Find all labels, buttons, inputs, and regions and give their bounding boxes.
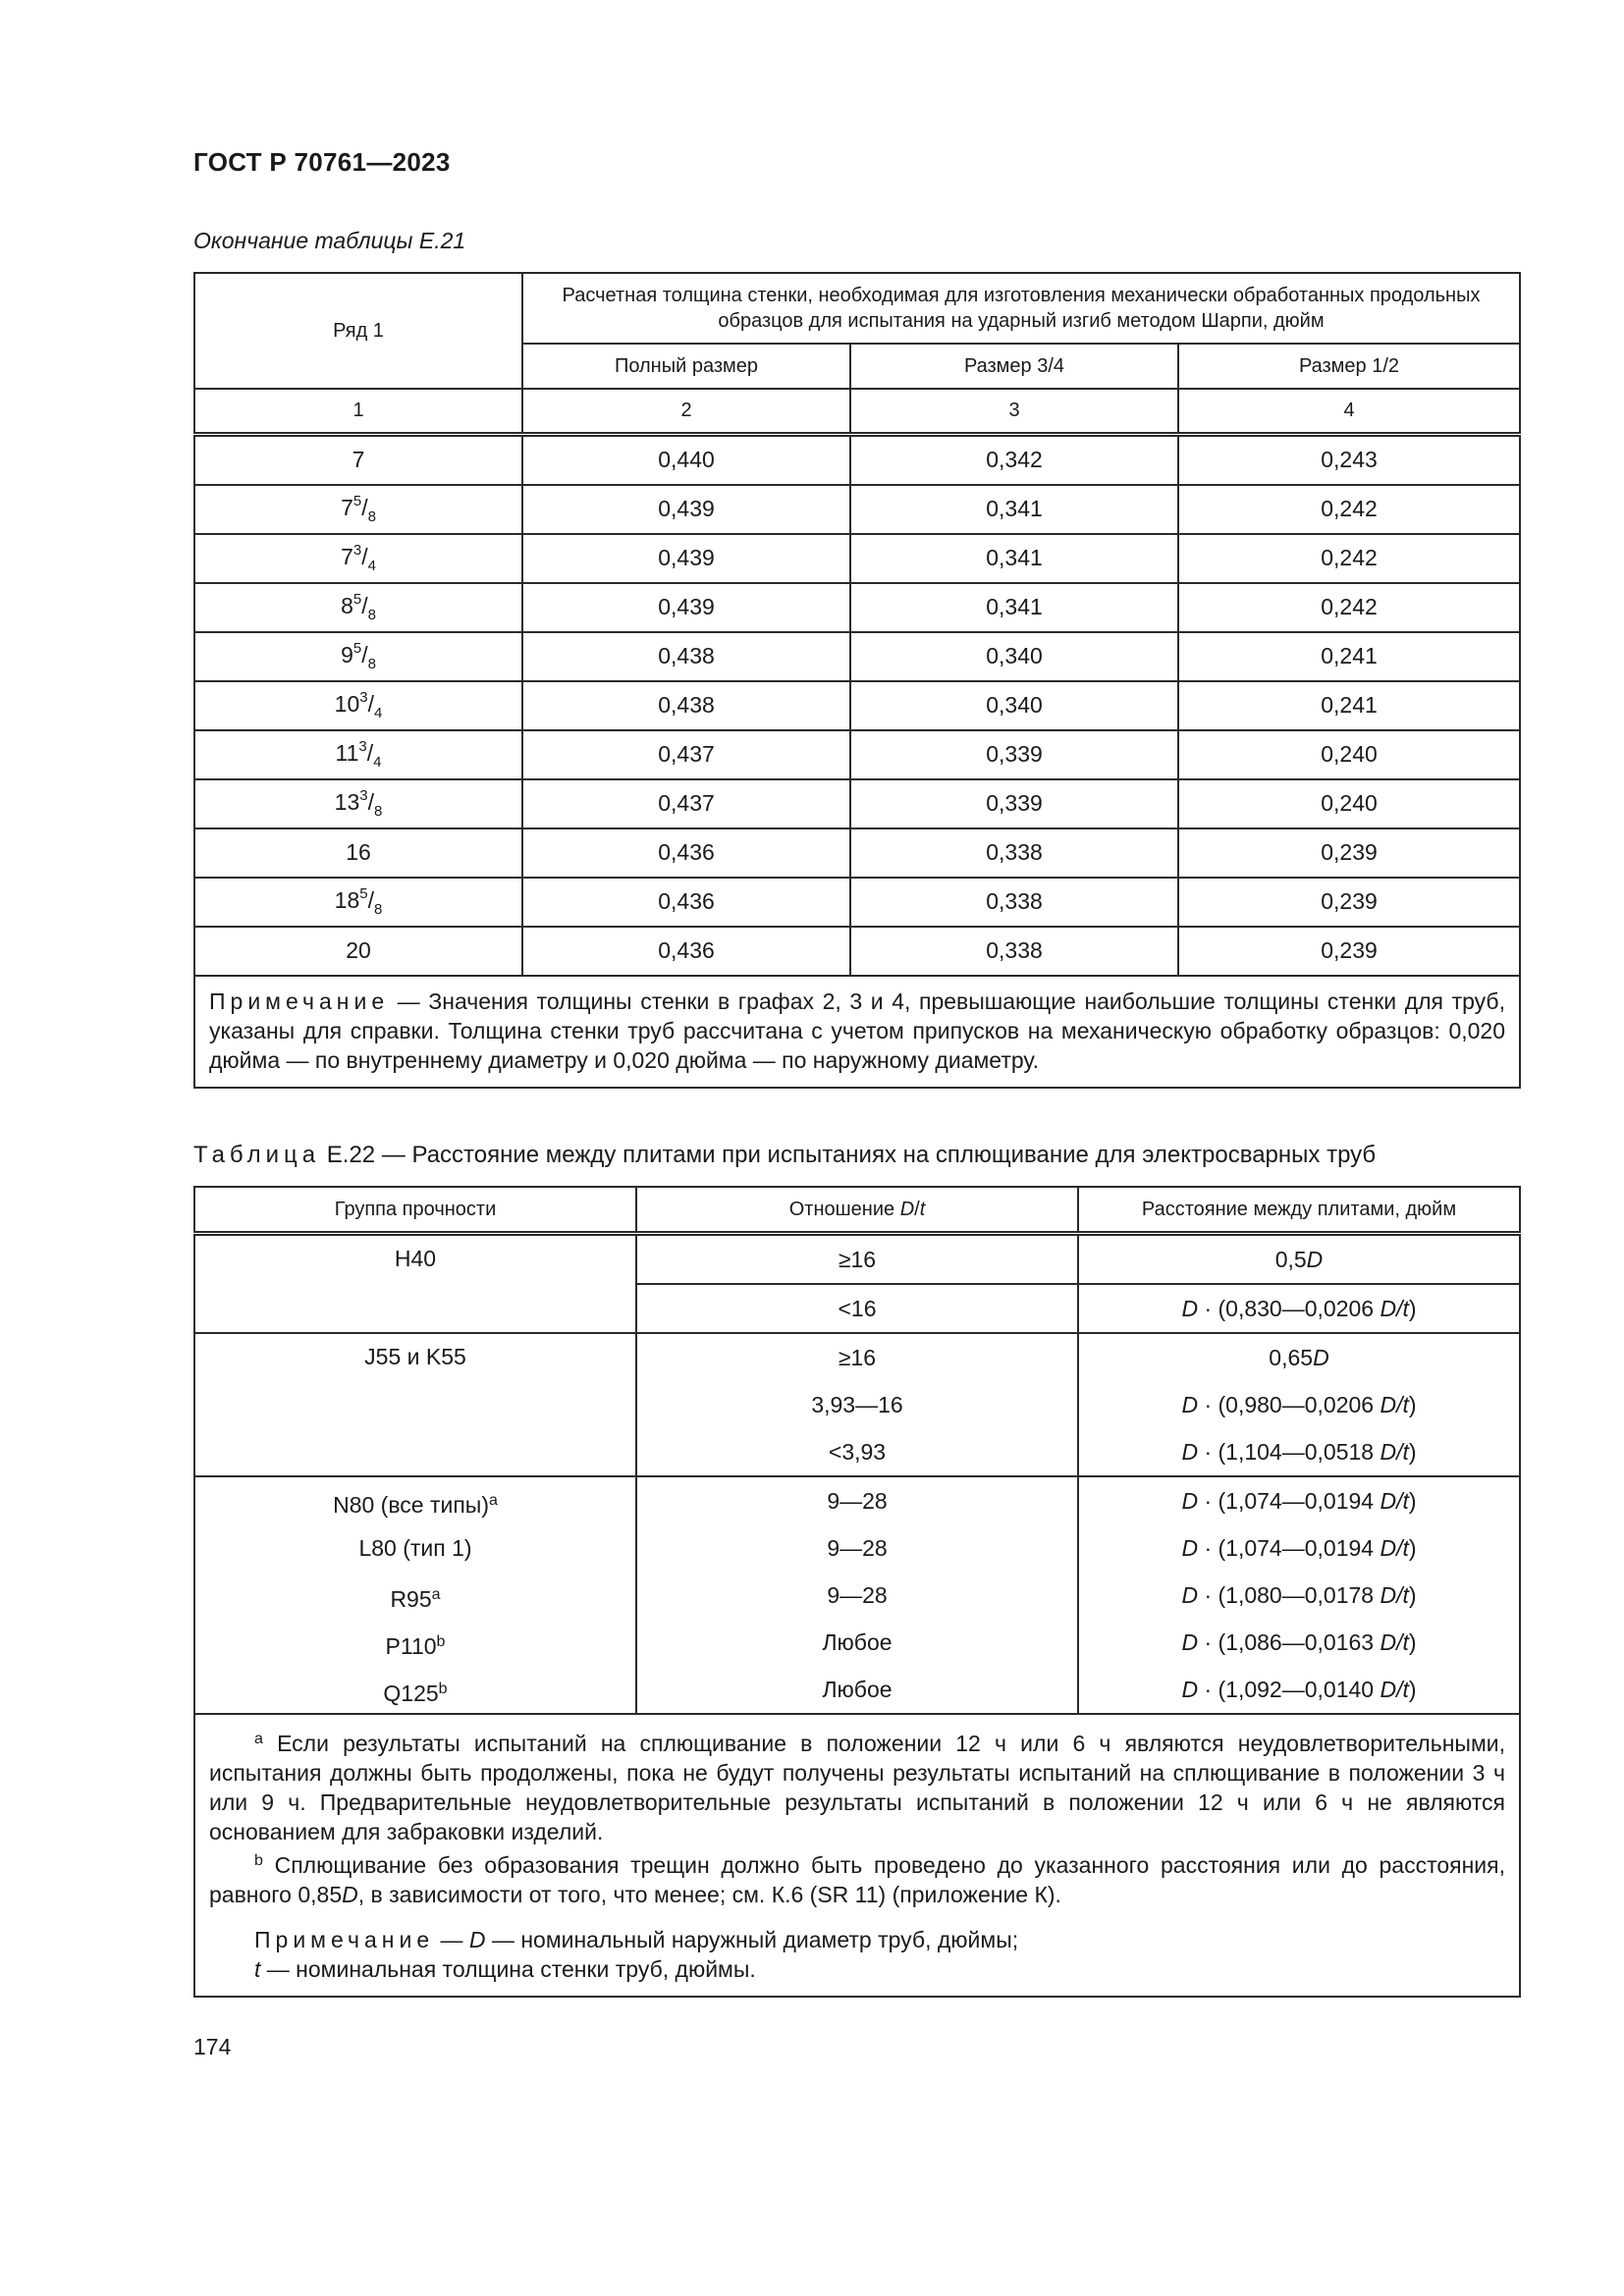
row-size: $13^3/_8$: [334, 787, 383, 820]
note-label: Примечание: [209, 988, 390, 1014]
ratio-cell: ≥16: [636, 1333, 1078, 1381]
row-size-cell: [194, 730, 522, 779]
table-row: [194, 779, 1520, 828]
value-cell: 0,241: [1178, 681, 1520, 730]
value-cell: 0,241: [1178, 632, 1520, 681]
row-size-cell: [194, 534, 522, 583]
value-cell: 0,437: [522, 779, 850, 828]
distance-cell: D · (0,980—0,0206 D/t): [1078, 1381, 1520, 1428]
row-size-cell: [194, 681, 522, 730]
row-size-cell: [194, 485, 522, 534]
note-t: t: [254, 1956, 261, 1982]
strength-group: R95$^a$: [390, 1586, 441, 1612]
column-header-strength-group: Группа прочности: [194, 1187, 636, 1234]
value-cell: 0,341: [850, 485, 1178, 534]
strength-group: P110$^b$: [385, 1633, 446, 1659]
table-e21: [193, 272, 1521, 1089]
strength-group: L80 (тип 1): [358, 1535, 472, 1561]
strength-group-cell: [194, 1476, 636, 1714]
row-size-cell: [194, 927, 522, 976]
footnote-mark: b: [254, 1852, 263, 1869]
row-size-cell: [194, 828, 522, 878]
value-cell: 0,340: [850, 681, 1178, 730]
table-row: [194, 434, 1520, 485]
column-header-ratio: [636, 1187, 1078, 1234]
value-cell: 0,436: [522, 927, 850, 976]
distance-cell: D · (1,086—0,0163 D/t): [1078, 1619, 1520, 1666]
column-number: 1: [194, 389, 522, 434]
value-cell: 0,342: [850, 434, 1178, 485]
strength-group: N80 (все типы)$^a$: [333, 1492, 498, 1518]
value-cell: 0,338: [850, 878, 1178, 927]
distance-cell: D · (1,104—0,0518 D/t): [1078, 1428, 1520, 1476]
row-size: $18^5/_8$: [334, 885, 383, 918]
row-size-cell: [194, 878, 522, 927]
column-header-plate-distance: Расстояние между плитами, дюйм: [1078, 1187, 1520, 1234]
column-number: 4: [1178, 389, 1520, 434]
value-cell: 0,439: [522, 534, 850, 583]
strength-group: Q125$^b$: [383, 1681, 448, 1706]
table-row: [194, 583, 1520, 632]
column-header-wall-thickness: Расчетная толщина стенки, необходимая для изготовления механически обработанных продольных образцов для испытания на ударный изгиб методом Шарпи, дюйм: [522, 273, 1520, 344]
ratio-cell: 9—28: [636, 1476, 1078, 1524]
value-cell: 0,439: [522, 583, 850, 632]
note-text: — Значения толщины стенки в графах 2, 3 и 4, превышающие наибольшие толщины стенки для труб, указаны для справки. Толщина стенки труб рассчитана с учетом припусков на механическую обработку образцов: 0,020 дюйма — по внутреннему диаметру и 0,020 дюйма — по наружному диаметру.: [209, 988, 1505, 1073]
value-cell: 0,242: [1178, 534, 1520, 583]
strength-group-cell: [194, 1333, 636, 1476]
ratio-cell: ≥16: [636, 1234, 1078, 1285]
strength-group: H40: [394, 1246, 437, 1271]
row-size: 20: [346, 937, 371, 963]
value-cell: 0,437: [522, 730, 850, 779]
table-e21-caption: Окончание таблицы Е.21: [193, 228, 466, 253]
row-size: 7: [352, 447, 365, 472]
strength-group-cell: [194, 1234, 636, 1334]
strength-group: J55 и K55: [364, 1344, 466, 1369]
table-row: [194, 534, 1520, 583]
distance-cell: 0,5D: [1078, 1234, 1520, 1285]
table-row: [194, 1234, 1520, 1285]
footnote-a: [209, 1725, 1505, 1846]
column-number: 2: [522, 389, 850, 434]
value-cell: 0,341: [850, 534, 1178, 583]
ratio-cell: <3,93: [636, 1428, 1078, 1476]
value-cell: 0,341: [850, 583, 1178, 632]
table-row: [194, 1333, 1520, 1381]
value-cell: 0,436: [522, 878, 850, 927]
value-cell: 0,240: [1178, 730, 1520, 779]
table-title: Е.22 — Расстояние между плитами при испытаниях на сплющивание для электросварных труб: [320, 1142, 1377, 1168]
table-row: [194, 681, 1520, 730]
footnote-text: , в зависимости от того, что менее; см. К.6 (SR 11) (приложение К).: [357, 1882, 1061, 1907]
ratio-cell: <16: [636, 1284, 1078, 1333]
ratio-cell: Любое: [636, 1619, 1078, 1666]
column-header-full-size: Полный размер: [522, 344, 850, 389]
value-cell: 0,339: [850, 730, 1178, 779]
row-size: $7^3/_4$: [341, 542, 376, 574]
footnote-text: Сплющивание без образования трещин должно быть проведено до указанного расстояния или до расстояния, равного 0,85: [209, 1852, 1505, 1907]
column-header-size-3-4: Размер 3/4: [850, 344, 1178, 389]
row-size-cell: [194, 632, 522, 681]
table-row: [194, 878, 1520, 927]
table-e22-footnotes: [194, 1714, 1520, 1997]
value-cell: 0,242: [1178, 583, 1520, 632]
distance-cell: 0,65D: [1078, 1333, 1520, 1381]
table-row: [194, 828, 1520, 878]
value-cell: 0,340: [850, 632, 1178, 681]
value-cell: 0,239: [1178, 927, 1520, 976]
distance-cell: D · (1,074—0,0194 D/t): [1078, 1524, 1520, 1572]
value-cell: 0,240: [1178, 779, 1520, 828]
distance-cell: D · (1,080—0,0178 D/t): [1078, 1572, 1520, 1619]
column-number: 3: [850, 389, 1178, 434]
distance-cell: D · (1,092—0,0140 D/t): [1078, 1666, 1520, 1714]
table-label: Таблица: [193, 1142, 321, 1168]
column-header-size-1-2: Размер 1/2: [1178, 344, 1520, 389]
value-cell: 0,242: [1178, 485, 1520, 534]
value-cell: 0,239: [1178, 878, 1520, 927]
table-row: [194, 730, 1520, 779]
value-cell: 0,239: [1178, 828, 1520, 878]
footnote-b: [209, 1846, 1505, 1909]
value-cell: 0,438: [522, 632, 850, 681]
value-cell: 0,339: [850, 779, 1178, 828]
value-cell: 0,243: [1178, 434, 1520, 485]
value-cell: 0,338: [850, 927, 1178, 976]
distance-cell: D · (0,830—0,0206 D/t): [1078, 1284, 1520, 1333]
ratio-t: t: [919, 1198, 926, 1220]
footnote-text: Если результаты испытаний на сплющивание в положении 12 ч или 6 ч являются неудовлетворительными, испытания должны быть продолжены, пока не будут получены результаты испытаний на сплющивание в положении 3 ч или 9 ч. Предварительные неудовлетворительные результаты испытаний в положении 12 ч или 6 ч не являются основанием для забраковки изделий.: [209, 1731, 1505, 1844]
row-size: $11^3/_4$: [335, 738, 382, 771]
value-cell: 0,436: [522, 828, 850, 878]
row-size: $7^5/_8$: [341, 493, 376, 525]
ratio-cell: Любое: [636, 1666, 1078, 1714]
row-size: $8^5/_8$: [341, 591, 376, 623]
distance-cell: D · (1,074—0,0194 D/t): [1078, 1476, 1520, 1524]
ratio-D: D: [899, 1198, 915, 1220]
column-header-row: Ряд 1: [194, 273, 522, 389]
page-number: 174: [193, 2034, 232, 2059]
row-size-cell: [194, 434, 522, 485]
table-row: [194, 632, 1520, 681]
value-cell: 0,440: [522, 434, 850, 485]
table-row: [194, 927, 1520, 976]
footnote-D: D: [342, 1882, 358, 1907]
note-D: D: [468, 1927, 486, 1952]
row-size: $9^5/_8$: [341, 640, 376, 672]
ratio-cell: 9—28: [636, 1524, 1078, 1572]
row-size: $10^3/_4$: [334, 689, 383, 721]
table-e22-note: [254, 1925, 1505, 1984]
value-cell: 0,439: [522, 485, 850, 534]
value-cell: 0,438: [522, 681, 850, 730]
ratio-cell: 3,93—16: [636, 1381, 1078, 1428]
row-size-cell: [194, 583, 522, 632]
note-dash: —: [434, 1927, 469, 1952]
document-header: ГОСТ Р 70761—2023: [193, 147, 451, 177]
footnote-mark: a: [254, 1731, 263, 1747]
table-e22: [193, 1186, 1521, 1998]
table-row: [194, 485, 1520, 534]
table-e22-caption: [193, 1142, 1376, 1169]
row-size: 16: [346, 839, 371, 865]
table-row: [194, 1476, 1520, 1524]
value-cell: 0,338: [850, 828, 1178, 878]
note-t-text: — номинальная толщина стенки труб, дюймы.: [260, 1956, 756, 1982]
ratio-slash: /: [914, 1198, 920, 1220]
ratio-cell: 9—28: [636, 1572, 1078, 1619]
note-label: Примечание: [254, 1927, 435, 1952]
ratio-label: Отношение: [788, 1198, 900, 1220]
row-size-cell: [194, 779, 522, 828]
note-D-text: — номинальный наружный диаметр труб, дюймы;: [485, 1927, 1019, 1952]
table-e21-note: [194, 976, 1520, 1088]
